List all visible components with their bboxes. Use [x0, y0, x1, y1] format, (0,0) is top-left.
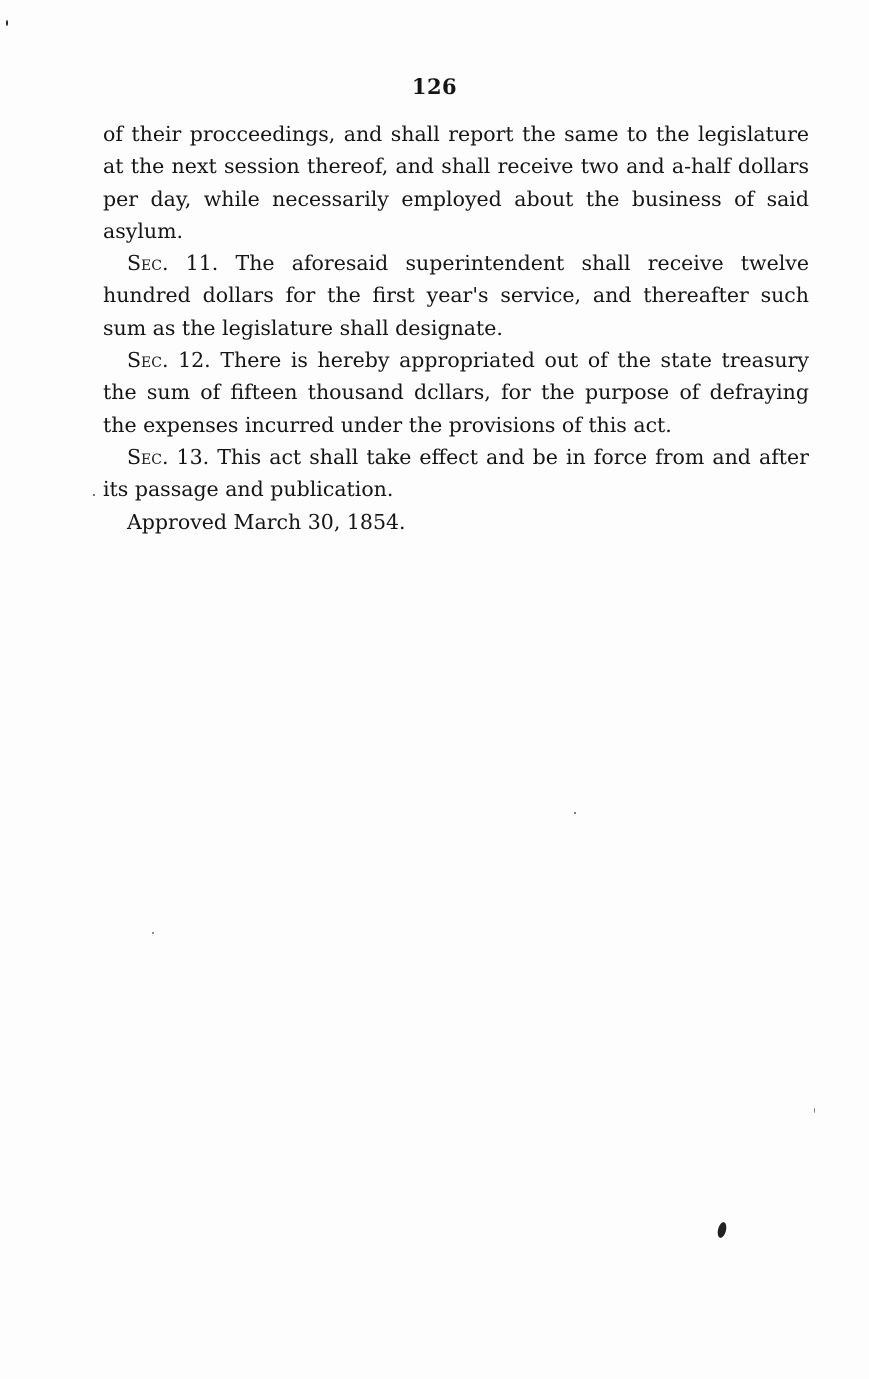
section-11	[103, 247, 809, 344]
ink-speck	[152, 932, 154, 934]
ink-speck	[574, 812, 576, 814]
section-label: Sec. 11.	[127, 251, 219, 276]
approval-text: Approved March 30, 1854.	[127, 509, 406, 534]
section-text: The aforesaid superintendent shall receive twelve hundred dollars for the first year's service, and thereafter such sum as the legislature shall designate.	[103, 251, 809, 340]
section-text: There is hereby appropriated out of the state treasury the sum of fifteen thousand dcllars, for the purpose of defraying the expenses incurred under the provisions of this act.	[103, 348, 809, 437]
section-label: Sec. 13.	[127, 444, 210, 469]
ink-speck	[6, 20, 8, 26]
page-number: 126	[411, 74, 458, 99]
approval-line	[103, 506, 809, 538]
ink-blot	[716, 1221, 728, 1238]
section-13	[103, 441, 809, 506]
ink-speck	[814, 1108, 815, 1113]
section-label: Sec. 12.	[127, 348, 211, 373]
paragraph-text: of their procceedings, and shall report the same to the legislature at the next session thereof, and shall receive two and a-half dollars per day, while necessarily employed about the business of said asylum.	[103, 122, 809, 243]
section-text: This act shall take effect and be in force from and after its passage and publication.	[103, 444, 809, 502]
body-text	[103, 118, 809, 538]
section-12	[103, 344, 809, 441]
paragraph-continuation	[103, 118, 809, 247]
ink-speck	[93, 494, 95, 496]
